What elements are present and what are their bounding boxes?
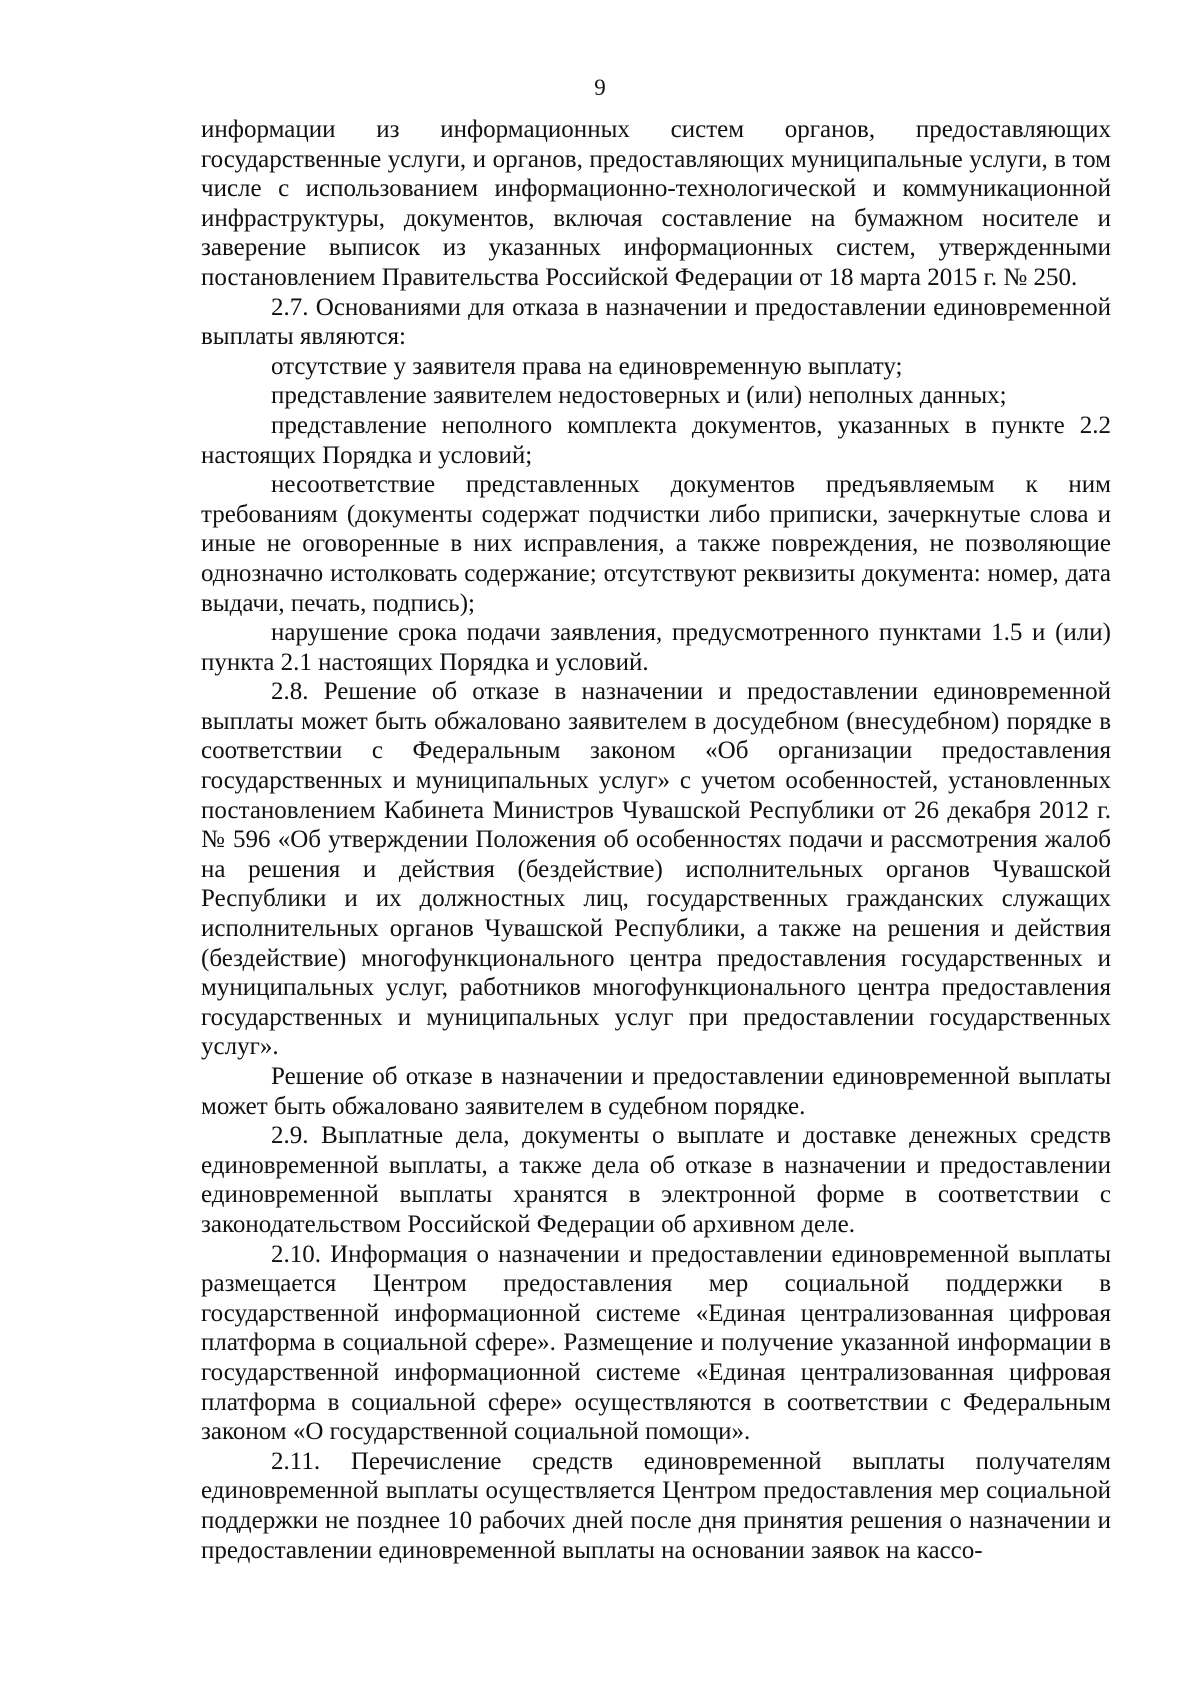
page-number: 9	[594, 75, 606, 100]
paragraph-2-11: 2.11. Перечисление средств единовременной выплаты получателям единовременной выплаты осуществляется Центром предоставления мер социальной поддержки не позднее 10 рабочих дней после дня принятия решения о назначении и предоставлении единовременной выплаты на основании заявок на кассо-	[201, 1447, 1111, 1564]
paragraph-judicial-appeal: Решение об отказе в назначении и предоставлении единовременной выплаты может быть обжаловано заявителем в судебном порядке.	[201, 1063, 1111, 1120]
list-item-noncompliant-docs: несоответствие представленных документов предъявляемым к ним требованиям (документы содержат подчистки либо приписки, зачеркнутые слова и иные не оговоренные в них исправления, а также повреждения, не позволяющие однозначно истолковать содержание; отсутствуют реквизиты документа: номер, дата выдачи, печать, подпись);	[201, 471, 1111, 617]
paragraph-2-9: 2.9. Выплатные дела, документы о выплате и доставке денежных средств единовременной выплаты, а также дела об отказе в назначении и предоставлении единовременной выплаты хранятся в электронной форме в соответствии с законодательством Российской Федерации об архивном деле.	[201, 1122, 1111, 1238]
paragraph-2-8: 2.8. Решение об отказе в назначении и предоставлении единовременной выплаты может быть обжаловано заявителем в досудебном (внесудебном) порядке в соответствии с Федеральным законом «Об организации предоставления государственных и муниципальных услуг» с учетом особенностей, установленных постановлением Кабинета Министров Чувашской Республики от 26 декабря 2012 г. № 596 «Об утверждении Положения об особенностях подачи и рассмотрения жалоб на решения и действия (бездействие) исполнительных органов Чувашской Республики и их должностных лиц, государственных гражданских служащих исполнительных органов Чувашской Республики, а также на решения и действия (бездействие) многофункционального центра предоставления государственных и муниципальных услуг, работников многофункционального центра предоставления государственных и муниципальных услуг при предоставлении государственных услуг».	[201, 678, 1111, 1061]
paragraph-2-10: 2.10. Информация о назначении и предоставлении единовременной выплаты размещается Центром предоставления мер социальной поддержки в государственной информационной системе «Единая централизованная цифровая платформа в социальной сфере». Размещение и получение указанной информации в государственной информационной системе «Единая централизованная цифровая платформа в социальной сфере» осуществляются в соответствии с Федеральным законом «О государственной социальной помощи».	[201, 1240, 1111, 1446]
list-item-incomplete-docs: представление неполного комплекта документов, указанных в пункте 2.2 настоящих Порядка и условий;	[201, 411, 1111, 469]
list-item-no-right: отсутствие у заявителя права на единовременную выплату;	[271, 352, 903, 380]
paragraph-2-7: 2.7. Основаниями для отказа в назначении и предоставлении единовременной выплаты являются:	[201, 293, 1111, 351]
list-item-false-data: представление заявителем недостоверных и (или) неполных данных;	[271, 382, 1007, 410]
document-body	[201, 115, 1111, 1565]
list-item-deadline-violation: нарушение срока подачи заявления, предусмотренного пунктами 1.5 и (или) пункта 2.1 настоящих Порядка и условий.	[201, 619, 1111, 676]
paragraph-continuation: информации из информационных систем органов, предоставляющих государственные услуги, и органов, предоставляющих муниципальные услуги, в том числе с использованием информационно-технологической и коммуникационной инфраструктуры, документов, включая составление на бумажном носителе и заверение выписок из указанных информационных систем, утвержденными постановлением Правительства Российской Федерации от 18 марта 2015 г. № 250.	[201, 116, 1111, 291]
